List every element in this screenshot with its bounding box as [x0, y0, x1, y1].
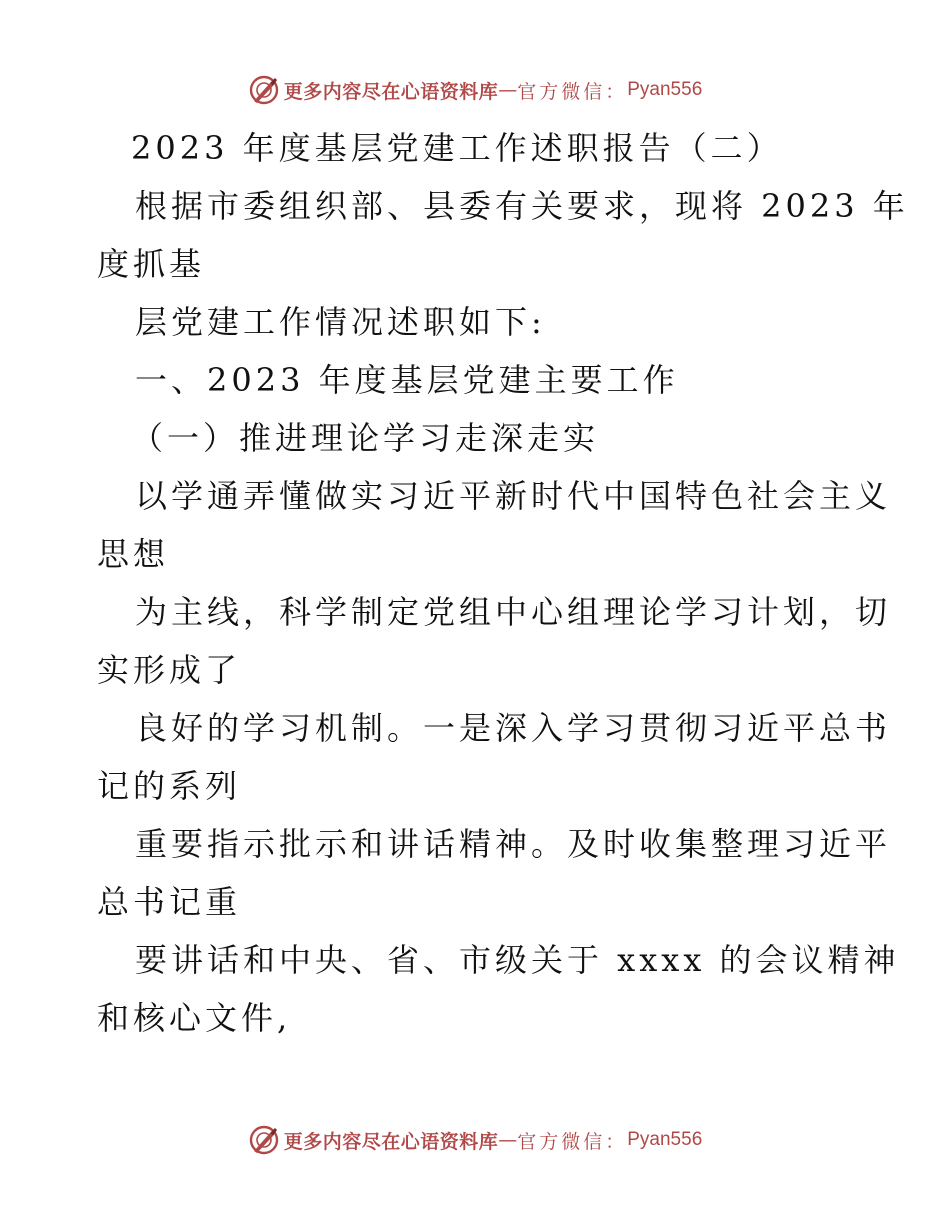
watermark-dash: — — [498, 79, 518, 101]
footer-watermark — [0, 1120, 950, 1160]
brush-logo-icon — [248, 74, 280, 106]
paragraph-line: 和核心文件, — [97, 999, 292, 1037]
paragraph-line: 以学通弄懂做实习近平新时代中国特色社会主义 — [135, 477, 892, 515]
watermark-contact-id: Pyan556 — [627, 1129, 703, 1150]
watermark-dash: — — [498, 1129, 518, 1151]
paragraph-line: 层党建工作情况述职如下: — [135, 303, 546, 341]
watermark-site-text: 更多内容尽在心语资料库 — [283, 80, 499, 103]
paragraph-line: 度抓基 — [97, 245, 206, 283]
watermark-site-text: 更多内容尽在心语资料库 — [283, 1130, 499, 1153]
watermark-contact-label: 官方微信： — [517, 1130, 628, 1153]
document-title: 2023 年度基层党建工作述职报告（二） — [131, 129, 783, 167]
header-watermark — [0, 70, 950, 110]
paragraph-line: 思想 — [97, 535, 170, 573]
paragraph-line: 良好的学习机制。一是深入学习贯彻习近平总书 — [135, 709, 892, 747]
paragraph-line: 要讲话和中央、省、市级关于 xxxx 的会议精神 — [135, 941, 900, 979]
subsection-heading: （一）推进理论学习走深走实 — [131, 419, 600, 457]
section-heading: 一、2023 年度基层党建主要工作 — [135, 361, 679, 399]
paragraph-line: 记的系列 — [97, 767, 242, 805]
paragraph-line: 实形成了 — [97, 651, 242, 689]
paragraph-line: 为主线，科学制定党组中心组理论学习计划，切 — [135, 593, 892, 631]
brush-logo-icon — [248, 1124, 280, 1156]
paragraph-line: 总书记重 — [97, 883, 242, 921]
watermark-contact-label: 官方微信： — [517, 80, 628, 103]
document-body — [97, 119, 909, 1047]
paragraph-line: 根据市委组织部、县委有关要求，现将 2023 年 — [135, 187, 909, 225]
paragraph-line: 重要指示批示和讲话精神。及时收集整理习近平 — [135, 825, 892, 863]
watermark-contact-id: Pyan556 — [627, 79, 703, 100]
